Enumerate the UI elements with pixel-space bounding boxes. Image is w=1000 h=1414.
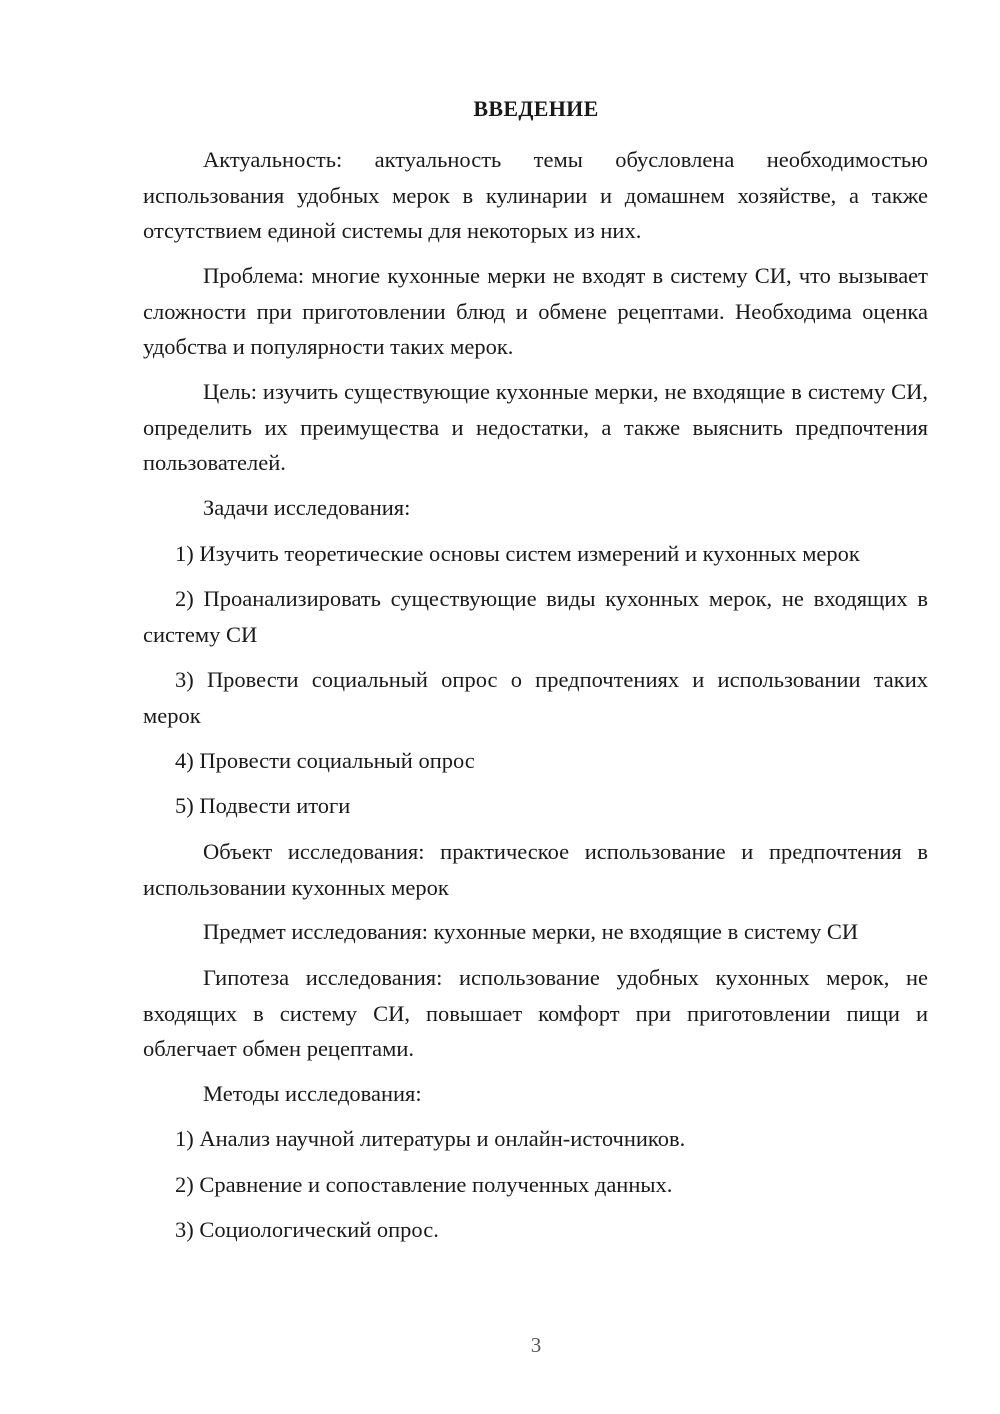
task-item-2: 2) Проанализировать существующие виды кухонных мерок, не входящих в систему СИ [143,586,928,647]
task-item-4: 4) Провести социальный опрос [175,748,475,773]
goal-paragraph: Цель: изучить существующие кухонные мерки, не входящие в систему СИ, определить их преимущества и недостатки, а также выяснить предпочтения пользователей. [143,379,928,475]
page-number: 3 [530,1333,542,1357]
page-title: ВВЕДЕНИЕ [473,96,599,121]
methods-heading: Методы исследования: [203,1081,422,1106]
method-item-1: 1) Анализ научной литературы и онлайн-источников. [175,1126,686,1151]
method-item-3: 3) Социологический опрос. [175,1217,439,1242]
hypothesis-paragraph: Гипотеза исследования: использование удобных кухонных мерок, не входящих в систему СИ, повышает комфорт при приготовлении пищи и облегчает обмен рецептами. [143,965,928,1061]
subject-paragraph: Предмет исследования: кухонные мерки, не входящие в систему СИ [203,919,859,944]
problem-paragraph: Проблема: многие кухонные мерки не входят в систему СИ, что вызывает сложности при приготовлении блюд и обмене рецептами. Необходима оценка удобства и популярности таких мерок. [143,263,928,359]
object-paragraph: Объект исследования: практическое использование и предпочтения в использовании кухонных мерок [143,839,928,900]
method-item-2: 2) Сравнение и сопоставление полученных данных. [175,1172,673,1197]
task-item-1: 1) Изучить теоретические основы систем измерений и кухонных мерок [175,541,860,566]
relevance-paragraph: Актуальность: актуальность темы обусловлена необходимостью использования удобных мерок в кулинарии и домашнем хозяйстве, а также отсутствием единой системы для некоторых из них. [143,147,928,243]
tasks-heading: Задачи исследования: [203,495,411,520]
task-item-5: 5) Подвести итоги [175,793,351,818]
task-item-3: 3) Провести социальный опрос о предпочтениях и использовании таких мерок [143,667,928,728]
